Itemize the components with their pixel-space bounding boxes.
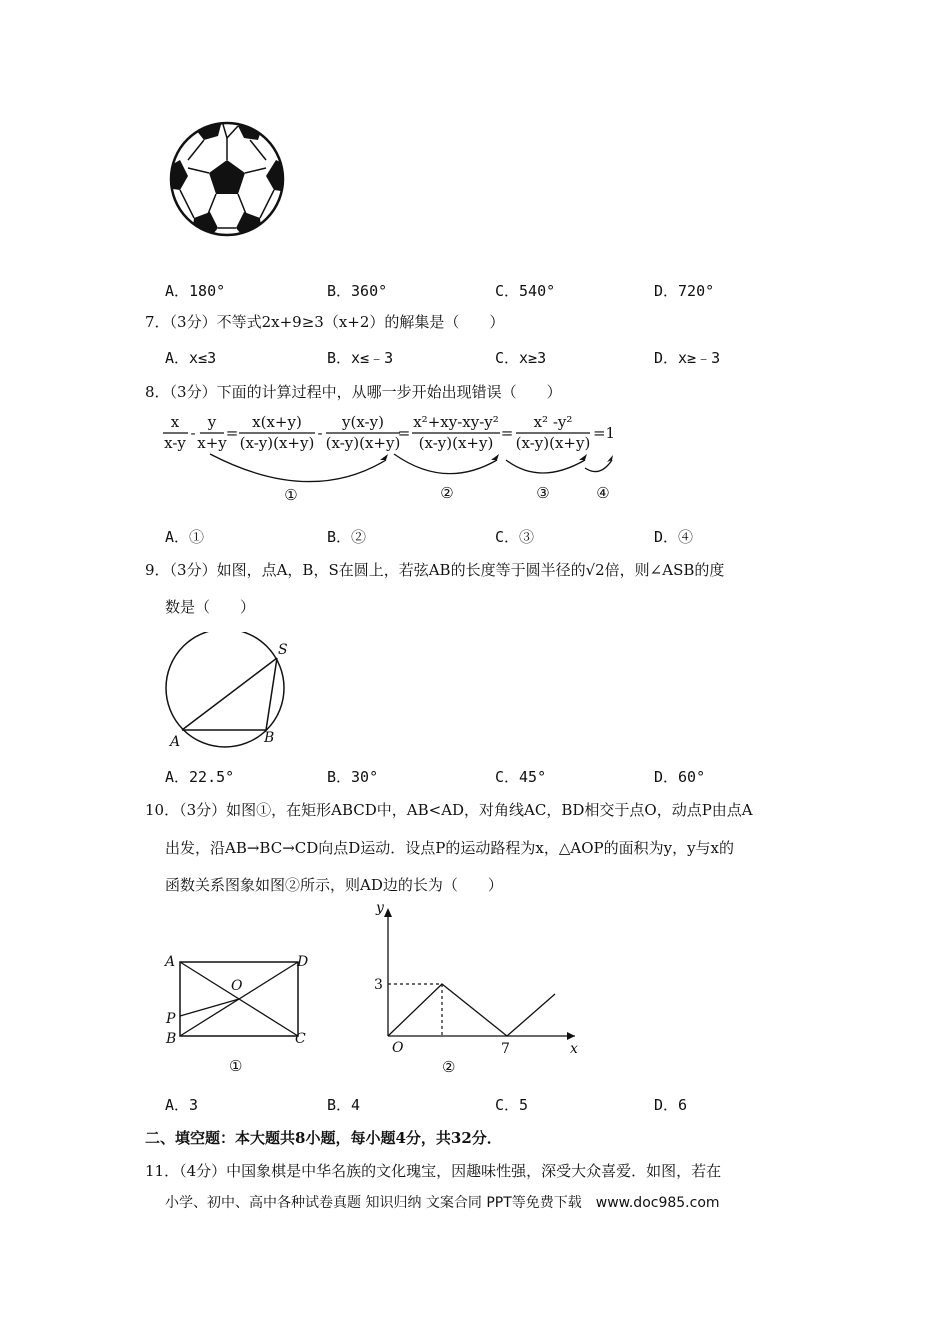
fraction-1-numerator: x [170,413,180,431]
fraction-3-denominator: (x-y)(x+y) [239,434,315,452]
rect-label-b: B [166,1031,177,1047]
q10-option-d[interactable]: D．6 [654,1096,688,1114]
q9-stem-line1: 9．（3分）如图，点A，B，S在圆上，若弦AB的长度等于圆半径的√2倍，则∠ASB的度 [145,561,725,579]
origin-label: O [392,1040,404,1056]
figure-2-caption: ② [442,1058,456,1076]
point-label-b: B [264,730,275,746]
rect-label-o: O [231,978,243,994]
axis-label-x: x [570,1041,578,1057]
q10-rectangle-figure [160,948,320,1078]
q8-formula-figure [160,408,620,508]
q8-option-d[interactable]: D．④ [654,528,694,546]
q10-graph-figure [360,896,590,1078]
axis-label-y: y [376,900,384,916]
q9-circle-figure [160,632,300,750]
q8-stem: 8．（3分）下面的计算过程中，从哪一步开始出现错误（ ） [145,383,562,401]
point-label-a: A [170,734,181,750]
q9-option-a[interactable]: A．22.5° [165,768,235,786]
fraction-5-numerator: x²+xy-xy-y² [413,413,499,431]
q6-option-a[interactable]: A．180° [165,282,226,300]
figure-1-caption: ① [229,1057,243,1075]
y-value-3: 3 [374,977,383,993]
rect-label-a: A [165,954,176,970]
svg-text:=: = [225,424,239,442]
q10-option-a[interactable]: A．3 [165,1096,199,1114]
fraction-6-numerator: x² -y² [533,413,573,431]
fraction-6-denominator: (x-y)(x+y) [515,434,591,452]
soccer-ball-figure [166,118,288,240]
formula-result: =1 [592,424,616,442]
q7-option-c[interactable]: C．x≥3 [495,349,547,367]
svg-text:-: - [317,424,323,442]
q9-option-d[interactable]: D．60° [654,768,706,786]
q8-option-b[interactable]: B．② [327,528,367,546]
q8-option-a[interactable]: A．① [165,528,205,546]
q9-option-c[interactable]: C．45° [495,768,547,786]
x-value-7: 7 [501,1041,510,1057]
fraction-3-numerator: x(x+y) [252,413,302,431]
q6-option-c[interactable]: C．540° [495,282,556,300]
q9-stem-line2: 数是（ ） [165,598,256,616]
q10-stem-line1: 10．（3分）如图①，在矩形ABCD中，AB<AD，对角线AC，BD相交于点O，动点P由点A [145,801,753,819]
step-label-3: ③ [536,484,550,502]
svg-text:=: = [500,424,514,442]
q6-option-d[interactable]: D．720° [654,282,715,300]
fraction-2-numerator: y [207,413,217,431]
rect-label-p: P [166,1011,176,1027]
q6-option-b[interactable]: B．360° [327,282,388,300]
q10-stem-line2: 出发，沿AB→BC→CD向点D运动．设点P的运动路程为x，△AOP的面积为y，y与x的 [165,839,735,857]
fraction-4-numerator: y(x-y) [342,413,384,431]
page-footer: 小学、初中、高中各种试卷真题 知识归纳 文案合同 PPT等免费下载 www.doc985.com [165,1195,720,1211]
section-2-heading: 二、填空题：本大题共8小题，每小题4分，共32分． [145,1129,502,1147]
step-label-4: ④ [596,484,610,502]
step-label-1: ① [284,486,298,504]
q7-option-d[interactable]: D．x≥﹣3 [654,349,721,367]
q9-option-b[interactable]: B．30° [327,768,379,786]
q11-stem-line1: 11．（4分）中国象棋是中华名族的文化瑰宝，因趣味性强，深受大众喜爱．如图，若在 [145,1162,722,1180]
rect-label-c: C [295,1031,306,1047]
svg-text:=: = [397,424,411,442]
q10-option-b[interactable]: B．4 [327,1096,361,1114]
step-label-2: ② [440,484,454,502]
q10-option-c[interactable]: C．5 [495,1096,529,1114]
q10-stem-line3: 函数关系图象如图②所示，则AD边的长为（ ） [165,876,503,894]
fraction-1-denominator: x-y [164,434,186,452]
fraction-5-denominator: (x-y)(x+y) [418,434,494,452]
rect-label-d: D [297,954,309,970]
point-label-s: S [278,642,288,658]
q7-stem: 7．（3分）不等式2x+9≥3（x+2）的解集是（ ） [145,313,505,331]
fraction-4-denominator: (x-y)(x+y) [325,434,401,452]
q7-option-b[interactable]: B．x≤﹣3 [327,349,394,367]
q8-option-c[interactable]: C．③ [495,528,535,546]
svg-text:-: - [190,424,196,442]
q7-option-a[interactable]: A．x≤3 [165,349,217,367]
fraction-2-denominator: x+y [197,434,227,452]
